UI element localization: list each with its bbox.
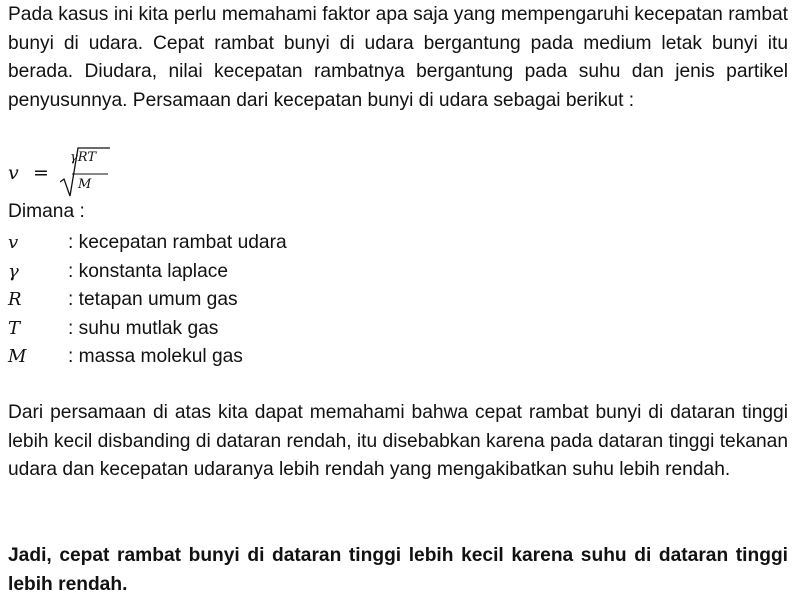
- formula-numerator: γRT: [70, 150, 96, 165]
- formula-denominator: M: [78, 177, 92, 192]
- conclusion-paragraph: Jadi, cepat rambat bunyi di dataran tinggi lebih kecil karena suhu di dataran tinggi lebih rendah.: [8, 545, 788, 595]
- explanation-paragraph: Dari persamaan di atas kita dapat memahami bahwa cepat rambat bunyi di dataran tinggi lebih kecil disbanding di dataran rendah, itu disebabkan karena pada dataran tinggi tekanan udara dan kecepatan udaranya lebih rendah yang mengakibatkan suhu lebih rendah.: [8, 402, 788, 480]
- definition-description: : tetapan umum gas: [68, 289, 238, 310]
- definition-symbol: R: [8, 289, 22, 310]
- definition-description: : suhu mutlak gas: [68, 317, 219, 339]
- definition-row: [8, 258, 287, 287]
- formula-lhs: v: [8, 162, 19, 184]
- definition-description: : massa molekul gas: [68, 346, 243, 367]
- definition-row: [8, 229, 287, 258]
- speed-of-sound-formula: [8, 146, 208, 202]
- definition-description: : kecepatan rambat udara: [68, 232, 287, 253]
- definition-symbol: γ: [8, 260, 19, 282]
- where-label: Dimana :: [8, 201, 85, 222]
- intro-paragraph: Pada kasus ini kita perlu memahami faktor apa saja yang mempengaruhi kecepatan rambat bunyi di udara. Cepat rambat bunyi di udara bergantung pada medium letak bunyi itu berada. Diudara, nilai kecepatan rambatnya bergantung pada suhu dan jenis partikel penyusunnya. Persamaan dari kecepatan bunyi di udara sebagai berikut :: [8, 4, 788, 111]
- definition-row: [8, 343, 287, 372]
- definition-symbol: M: [8, 346, 27, 367]
- formula-equals: =: [33, 162, 49, 184]
- definition-symbol: v: [8, 232, 19, 253]
- definition-row: [8, 315, 287, 344]
- definition-list: [8, 229, 287, 372]
- definition-description: : konstanta laplace: [68, 260, 229, 282]
- definition-row: [8, 286, 287, 315]
- definition-symbol: T: [8, 317, 21, 339]
